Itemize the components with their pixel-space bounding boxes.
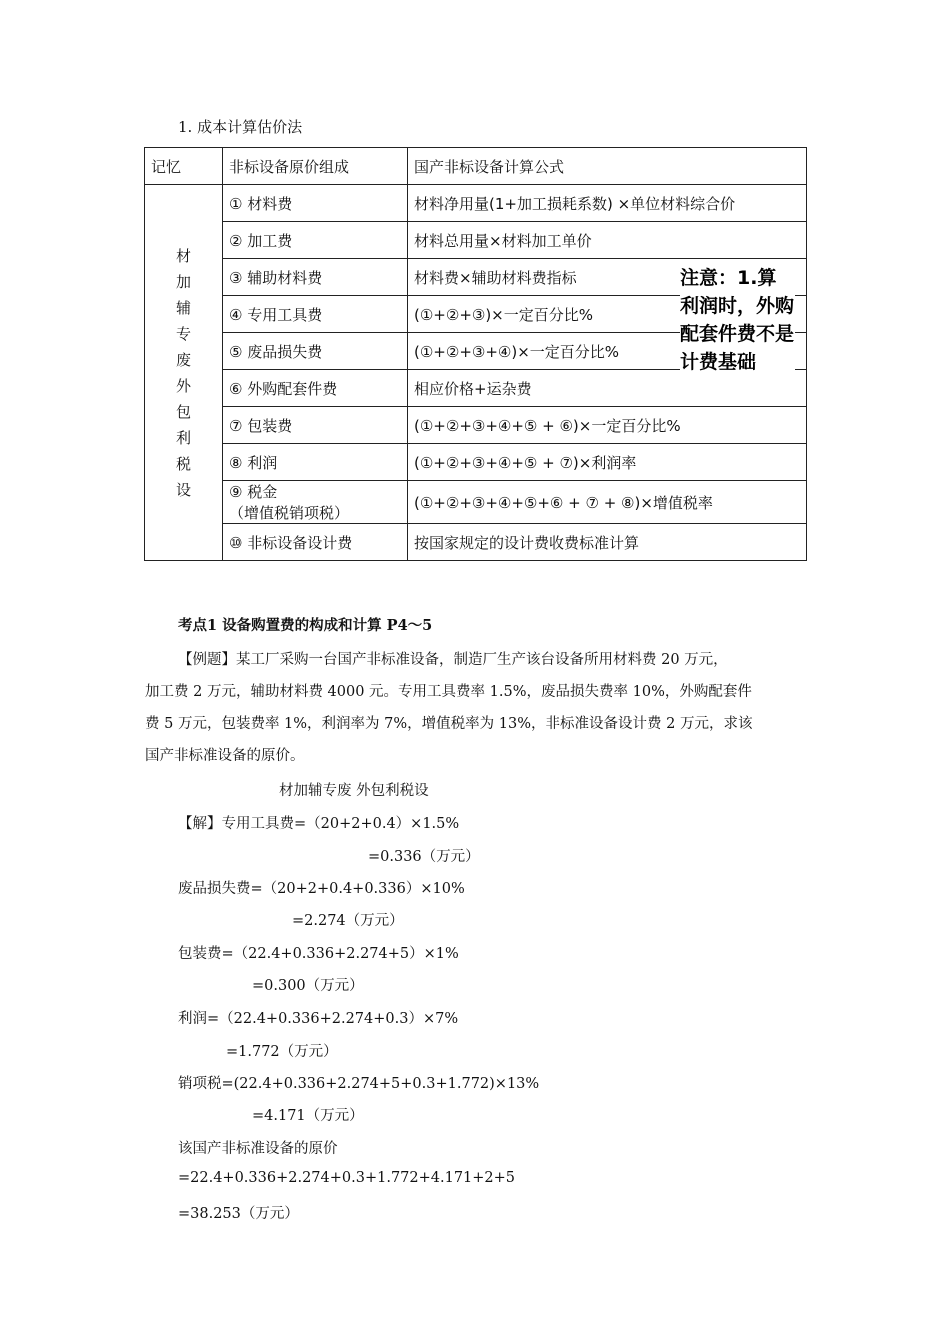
example-line: 国产非标准设备的原价。 [145, 748, 305, 764]
mnemonic: 材加辅专废 外包利税设 [279, 783, 429, 799]
memory-column [145, 185, 223, 561]
formula-cell: 材料费×辅助材料费指标 [408, 259, 807, 296]
table-row [145, 185, 807, 222]
example-line: 【例题】某工厂采购一台国产非标准设备，制造厂生产该台设备所用材料费 20 万元， [178, 652, 728, 668]
memory-char: 辅 [175, 298, 191, 317]
header-formula: 国产非标设备计算公式 [408, 148, 807, 185]
example-line: 费 5 万元，包装费率 1%，利润率为 7%，增值税率为 13%，非标准设备设计费 2 万元，求该 [145, 716, 753, 732]
formula-cell: 按国家规定的设计费收费标准计算 [408, 524, 807, 561]
example-line: 加工费 2 万元，辅助材料费 4000 元。专用工具费率 1.5%，废品损失费率 10%，外购配套件 [145, 684, 752, 700]
memory-char: 专 [175, 324, 191, 343]
formula-cell: (①+②+③+④+⑤ + ⑥)×一定百分比% [408, 407, 807, 444]
table-row [145, 407, 807, 444]
solution-line: 销项税=(22.4+0.336+2.274+5+0.3+1.772)×13% [178, 1076, 540, 1092]
memory-char: 设 [175, 480, 191, 499]
table-header-row [145, 148, 807, 185]
component-cell: ⑧ 利润 [223, 444, 408, 481]
component-cell: ④ 专用工具费 [223, 296, 408, 333]
formula-cell: (①+②+③+④+⑤ + ⑦)×利润率 [408, 444, 807, 481]
component-cell: ⑩ 非标设备设计费 [223, 524, 408, 561]
memory-char: 废 [175, 350, 191, 369]
component-cell: ⑥ 外购配套件费 [223, 370, 408, 407]
memory-char: 外 [175, 376, 191, 395]
note-callout: 注意：1.算利润时，外购配套件费不是计费基础 [680, 264, 795, 376]
solution-line: =4.171（万元） [252, 1108, 364, 1124]
memory-char: 加 [175, 272, 191, 291]
component-label: ⑨ 税金 [229, 483, 278, 501]
solution-line: 包装费=（22.4+0.336+2.274+5）×1% [178, 946, 459, 962]
solution-line: =1.772（万元） [226, 1044, 338, 1060]
memory-char: 利 [175, 428, 191, 447]
header-memory: 记忆 [145, 148, 223, 185]
formula-cell: (①+②+③+④)×一定百分比% [408, 333, 807, 370]
solution-line: 利润=（22.4+0.336+2.274+0.3）×7% [178, 1011, 459, 1027]
solution-line: =2.274（万元） [292, 913, 404, 929]
table-row [145, 524, 807, 561]
memory-char: 税 [175, 454, 191, 473]
component-sublabel: （增值税销项税） [229, 504, 350, 522]
solution-line: =38.253（万元） [178, 1206, 299, 1222]
table-row [145, 481, 807, 524]
memory-char: 材 [175, 246, 191, 265]
formula-cell: 材料总用量×材料加工单价 [408, 222, 807, 259]
component-cell [223, 481, 408, 524]
solution-line: 【解】专用工具费=（20+2+0.4）×1.5% [178, 816, 460, 832]
section-title: 1. 成本计算估价法 [178, 118, 303, 136]
memory-char: 包 [175, 402, 191, 421]
solution-line: =22.4+0.336+2.274+0.3+1.772+4.171+2+5 [178, 1170, 516, 1186]
formula-cell: 相应价格+运杂费 [408, 370, 807, 407]
solution-line: 废品损失费=（20+2+0.4+0.336）×10% [178, 881, 465, 897]
formula-cell: 材料净用量(1+加工损耗系数) ×单位材料综合价 [408, 185, 807, 222]
solution-line: =0.300（万元） [252, 978, 364, 994]
solution-line: =0.336（万元） [368, 849, 480, 865]
header-component: 非标设备原价组成 [223, 148, 408, 185]
component-cell: ⑦ 包装费 [223, 407, 408, 444]
table-row [145, 444, 807, 481]
component-cell: ① 材料费 [223, 185, 408, 222]
component-cell: ③ 辅助材料费 [223, 259, 408, 296]
formula-cell: (①+②+③+④+⑤+⑥ + ⑦ + ⑧)×增值税率 [408, 481, 807, 524]
formula-cell: (①+②+③)×一定百分比% [408, 296, 807, 333]
component-cell: ⑤ 废品损失费 [223, 333, 408, 370]
solution-line: 该国产非标准设备的原价 [178, 1141, 338, 1157]
section-heading: 考点1 设备购置费的构成和计算 P4～5 [178, 617, 433, 634]
table-row [145, 222, 807, 259]
component-cell: ② 加工费 [223, 222, 408, 259]
